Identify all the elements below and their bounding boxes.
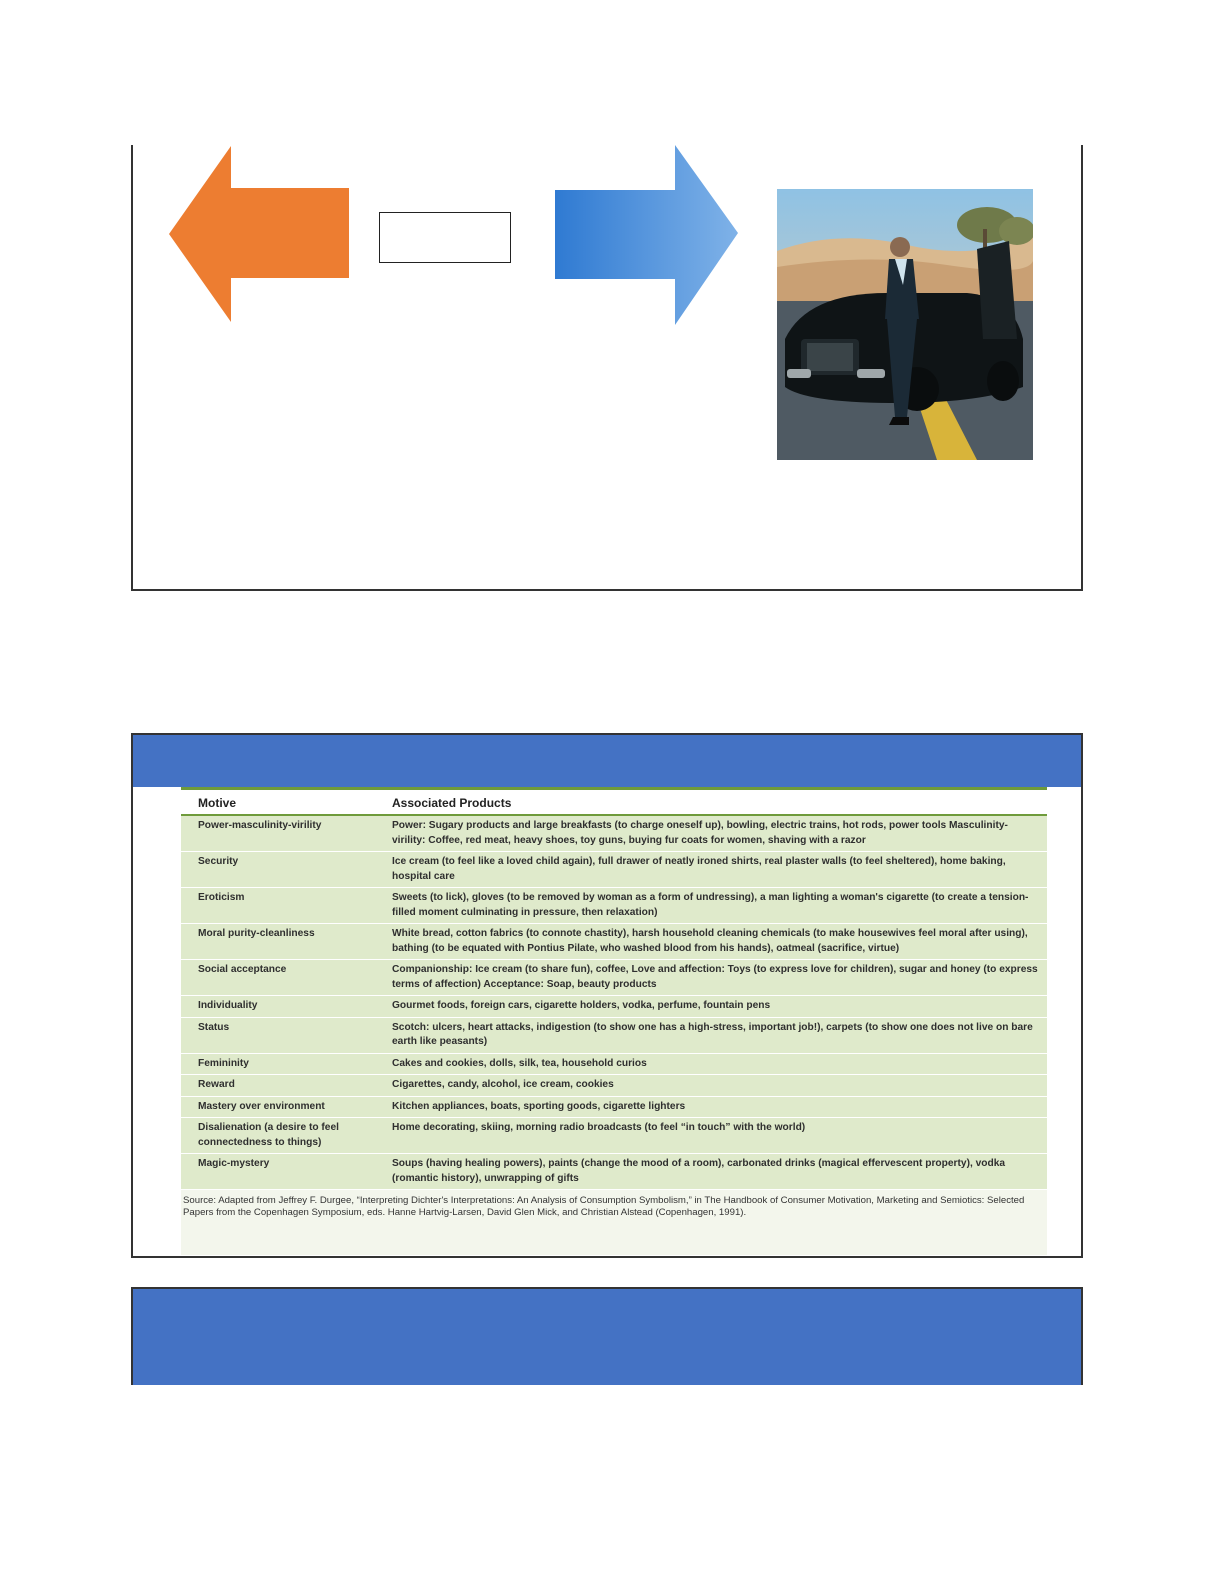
- table-row: [181, 1053, 1047, 1075]
- table-row: [181, 1154, 1047, 1190]
- slide-2: [131, 733, 1083, 1258]
- products-cell: White bread, cotton fabrics (to connote chastity), harsh household cleaning chemicals (to make housewives feel moral after using), bathing (to be equated with Pontius Pilate, who washed blood from his hands), oatmeal (sacrifice, virtue): [377, 924, 1047, 960]
- motive-cell: Moral purity-cleanliness: [181, 924, 377, 960]
- motive-cell: Magic-mystery: [181, 1154, 377, 1190]
- empty-text-box: [379, 212, 511, 263]
- table-row: [181, 1096, 1047, 1118]
- motive-cell: Mastery over environment: [181, 1096, 377, 1118]
- left-arrow-shape: [169, 146, 350, 322]
- table-row: [181, 1118, 1047, 1154]
- table-row: [181, 815, 1047, 852]
- table-row: [181, 924, 1047, 960]
- table-row: [181, 996, 1047, 1018]
- products-cell: Scotch: ulcers, heart attacks, indigestion (to show one has a high-stress, important job!), carpets (to show one does not live on bare earth like peasants): [377, 1017, 1047, 1053]
- table-source-note: Source: Adapted from Jeffrey F. Durgee, “Interpreting Dichter's Interpretations: An Analysis of Consumption Symbolism,” in The Handbook of Consumer Motivation, Marketing and Semiotics: Selected Papers from the Copenhagen Symposium, eds. Hanne Hartvig-Larsen, David Glen Mick, and Christian Alstead (Copenhagen, 1991).: [183, 1195, 1025, 1218]
- motive-cell: Status: [181, 1017, 377, 1053]
- slide-2-title-band: [133, 735, 1081, 787]
- motive-cell: Individuality: [181, 996, 377, 1018]
- motive-cell: Reward: [181, 1075, 377, 1097]
- header-associated-products: Associated Products: [377, 789, 1047, 816]
- motive-cell: Eroticism: [181, 888, 377, 924]
- header-motive: Motive: [181, 789, 377, 816]
- products-cell: Sweets (to lick), gloves (to be removed by woman as a form of undressing), a man lighting a woman's cigarette (to create a tension-filled moment culminating in pressure, then relaxation): [377, 888, 1047, 924]
- table-row: [181, 852, 1047, 888]
- motive-cell: Social acceptance: [181, 960, 377, 996]
- products-cell: Gourmet foods, foreign cars, cigarette holders, vodka, perfume, fountain pens: [377, 996, 1047, 1018]
- products-cell: Ice cream (to feel like a loved child again), full drawer of neatly ironed shirts, real plaster walls (to feel sheltered), home baking, hospital care: [377, 852, 1047, 888]
- products-cell: Kitchen appliances, boats, sporting goods, cigarette lighters: [377, 1096, 1047, 1118]
- table-row: [181, 960, 1047, 996]
- products-cell: Cigarettes, candy, alcohol, ice cream, cookies: [377, 1075, 1047, 1097]
- table-row: [181, 888, 1047, 924]
- motives-table-image: [181, 787, 1047, 1255]
- motive-cell: Disalienation (a desire to feel connectedness to things): [181, 1118, 377, 1154]
- man-leaning-on-luxury-car-photo: [777, 189, 1033, 460]
- products-cell: Power: Sugary products and large breakfasts (to charge oneself up), bowling, electric trains, hot rods, power tools Masculinity-virility: Coffee, red meat, heavy shoes, toy guns, buying fur coats for women, shaving with a razor: [377, 815, 1047, 852]
- products-cell: Cakes and cookies, dolls, silk, tea, household curios: [377, 1053, 1047, 1075]
- products-cell: Soups (having healing powers), paints (change the mood of a room), carbonated drinks (magical effervescent property), vodka (romantic history), unwrapping of gifts: [377, 1154, 1047, 1190]
- products-cell: Companionship: Ice cream (to share fun), coffee, Love and affection: Toys (to express love for children), sugar and honey (to express terms of affection) Acceptance: Soap, beauty products: [377, 960, 1047, 996]
- slide-3-title-band: [131, 1287, 1083, 1385]
- motive-cell: Femininity: [181, 1053, 377, 1075]
- table-header-row: [181, 789, 1047, 816]
- table-row: [181, 1017, 1047, 1053]
- motives-table: [181, 787, 1047, 1190]
- motive-cell: Power-masculinity-virility: [181, 815, 377, 852]
- table-row: [181, 1075, 1047, 1097]
- right-arrow-shape: [555, 145, 739, 325]
- products-cell: Home decorating, skiing, morning radio broadcasts (to feel “in touch” with the world): [377, 1118, 1047, 1154]
- motive-cell: Security: [181, 852, 377, 888]
